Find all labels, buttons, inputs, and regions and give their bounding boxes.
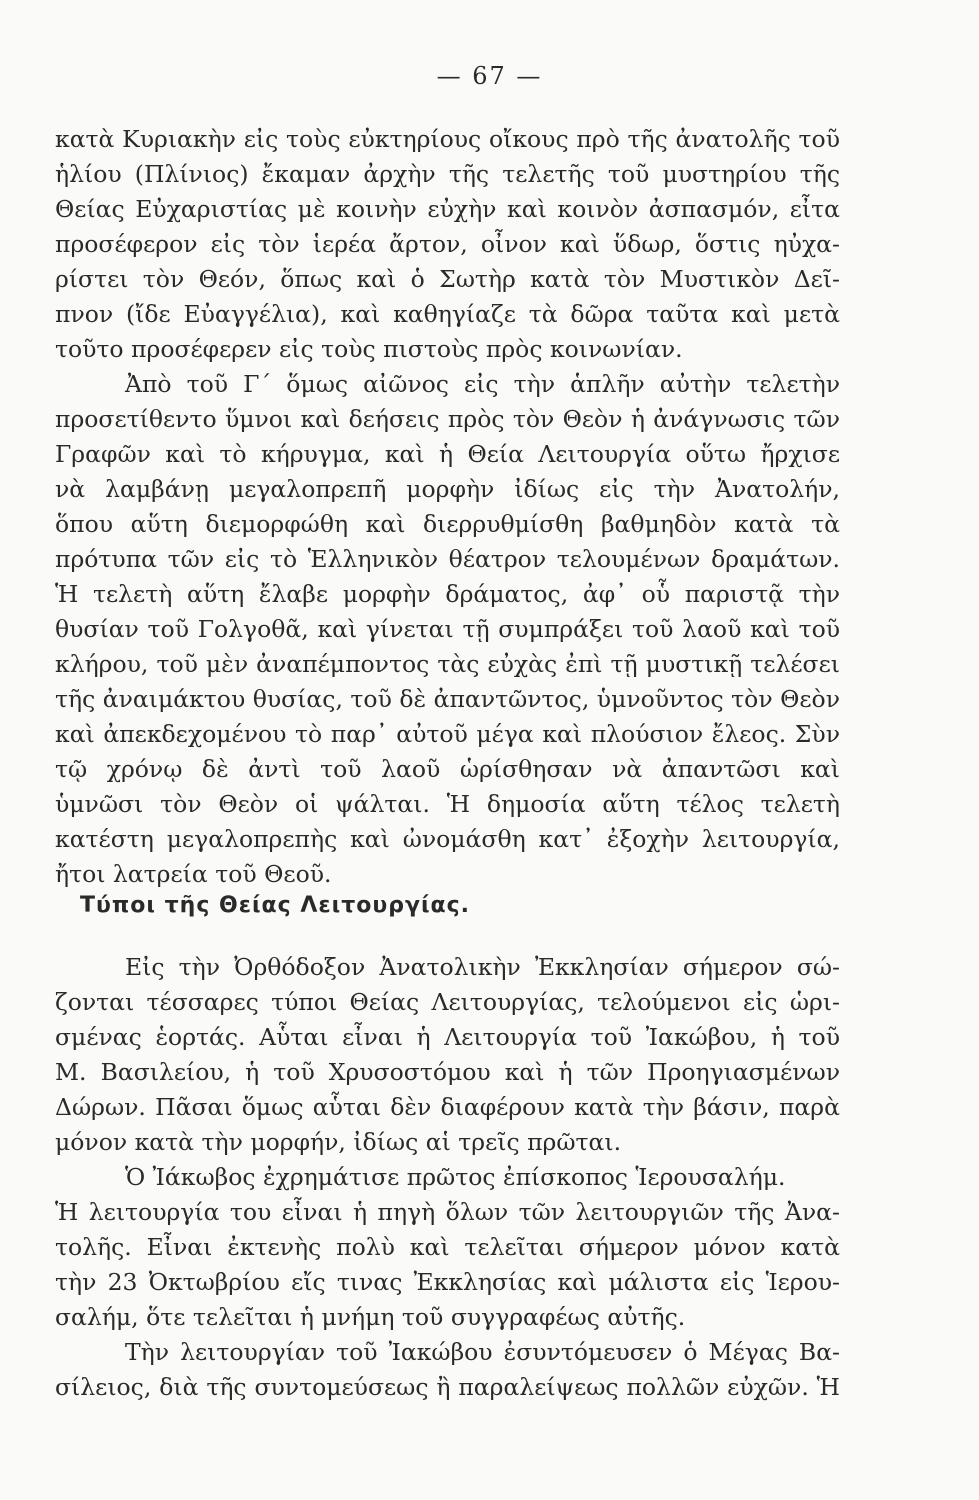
text-line: τὴν 23 Ὀκτωβρίου εἴς τινας Ἐκκλησίας καὶ μάλιστα εἰς Ἱερου- (55, 1268, 840, 1296)
text-line: ὅπου αὕτη διεμορφώθη καὶ διερρυθμίσθη βαθμηδὸν κατὰ τὰ (55, 510, 840, 538)
text-line: καὶ ἀπεκδεχομένου τὸ παρ᾿ αὐτοῦ μέγα καὶ πλούσιον ἔλεος. Σὺν (55, 720, 840, 748)
text-line: ἡλίου (Πλίνιος) ἔκαμαν ἀρχὴν τῆς τελετῆς τοῦ μυστηρίου τῆς (55, 160, 840, 188)
text-line: Θείας Εὐχαριστίας μὲ κοινὴν εὐχὴν καὶ κοινὸν ἀσπασμόν, εἶτα (55, 195, 840, 223)
text-line: Ἀπὸ τοῦ Γ΄ ὅμως αἰῶνος εἰς τὴν ἁπλῆν αὐτὴν τελετὴν (125, 370, 840, 398)
text-line: τῷ χρόνῳ δὲ ἀντὶ τοῦ λαοῦ ὡρίσθησαν νὰ ἀπαντῶσι καὶ (55, 755, 840, 783)
text-line: Δώρων. Πᾶσαι ὅμως αὗται δὲν διαφέρουν κατὰ τὴν βάσιν, παρὰ (55, 1093, 840, 1121)
text-line: Ἡ τελετὴ αὕτη ἔλαβε μορφὴν δράματος, ἀφ᾿ οὗ παριστᾷ τὴν (55, 580, 840, 608)
text-line: Γραφῶν καὶ τὸ κήρυγμα, καὶ ἡ Θεία Λειτουργία οὕτω ἤρχισε (55, 440, 840, 468)
text-line: πνον (ἴδε Εὐαγγέλια), καὶ καθηγίαζε τὰ δῶρα ταῦτα καὶ μετὰ (55, 300, 840, 328)
paragraph-2 (55, 367, 840, 892)
text-line: σίλειος, διὰ τῆς συντομεύσεως ἢ παραλείψεως πολλῶν εὐχῶν. Ἡ (55, 1373, 840, 1401)
text-line: ἤτοι λατρεία τοῦ Θεοῦ. (55, 860, 332, 888)
text-line: Τὴν λειτουργίαν τοῦ Ἰακώβου ἐσυντόμευσεν ὁ Μέγας Βα- (125, 1338, 840, 1366)
text-line: Ἡ λειτουργία του εἶναι ἡ πηγὴ ὅλων τῶν λειτουργιῶν τῆς Ἀνα- (55, 1198, 840, 1226)
text-line: ζονται τέσσαρες τύποι Θείας Λειτουργίας, τελούμενοι εἰς ὡρι- (55, 988, 840, 1016)
text-line: προσέφερον εἰς τὸν ἱερέα ἄρτον, οἶνον καὶ ὕδωρ, ὅστις ηὐχα- (55, 230, 840, 258)
text-line: σαλήμ, ὅτε τελεῖται ἡ μνήμη τοῦ συγγραφέως αὐτῆς. (55, 1303, 686, 1331)
text-line: μόνον κατὰ τὴν μορφήν, ἰδίως αἱ τρεῖς πρῶται. (55, 1128, 622, 1156)
section-heading: Τύποι τῆς Θείας Λειτουργίας. (80, 893, 471, 918)
text-line: νὰ λαμβάνῃ μεγαλοπρεπῆ μορφὴν ἰδίως εἰς τὴν Ἀνατολήν, (55, 475, 840, 503)
text-line: ὑμνῶσι τὸν Θεὸν οἱ ψάλται. Ἡ δημοσία αὕτη τέλος τελετὴ (55, 790, 840, 818)
text-block-lower (55, 950, 840, 1405)
text-line: τοῦτο προσέφερεν εἰς τοὺς πιστοὺς πρὸς κοινωνίαν. (55, 335, 683, 363)
page-number: — 67 — (436, 62, 543, 90)
text-line: πρότυπα τῶν εἰς τὸ Ἑλληνικὸν θέατρον τελουμένων δραμάτων. (55, 545, 840, 573)
paragraph-3 (55, 950, 840, 1160)
text-line: προσετίθεντο ὕμνοι καὶ δεήσεις πρὸς τὸν Θεὸν ἡ ἀνάγνωσις τῶν (55, 405, 840, 433)
text-line: κατέστη μεγαλοπρεπὴς καὶ ὠνομάσθη κατ᾿ ἐξοχὴν λειτουργία, (55, 825, 840, 853)
paragraph-1 (55, 122, 840, 367)
paragraph-4 (55, 1160, 840, 1335)
text-line: Ὁ Ἰάκωβος ἐχρημάτισε πρῶτος ἐπίσκοπος Ἱερουσαλήμ. (125, 1163, 786, 1191)
text-block-upper (55, 122, 840, 892)
text-line: σμένας ἑορτάς. Αὗται εἶναι ἡ Λειτουργία τοῦ Ἰακώβου, ἡ τοῦ (55, 1023, 840, 1051)
text-line: Εἰς τὴν Ὀρθόδοξον Ἀνατολικὴν Ἐκκλησίαν σήμερον σώ- (125, 953, 840, 981)
text-line: τολῆς. Εἶναι ἐκτενὴς πολὺ καὶ τελεῖται σήμερον μόνον κατὰ (55, 1233, 840, 1261)
text-line: τῆς ἀναιμάκτου θυσίας, τοῦ δὲ ἀπαντῶντος, ὑμνοῦντος τὸν Θεὸν (55, 685, 840, 713)
text-line: κατὰ Κυριακὴν εἰς τοὺς εὐκτηρίους οἴκους πρὸ τῆς ἀνατολῆς τοῦ (55, 125, 840, 153)
text-line: ρίστει τὸν Θεόν, ὅπως καὶ ὁ Σωτὴρ κατὰ τὸν Μυστικὸν Δεῖ- (55, 265, 840, 293)
text-line: κλήρου, τοῦ μὲν ἀναπέμποντος τὰς εὐχὰς ἐπὶ τῇ μυστικῇ τελέσει (55, 650, 840, 678)
text-line: θυσίαν τοῦ Γολγοθᾶ, καὶ γίνεται τῇ συμπράξει τοῦ λαοῦ καὶ τοῦ (55, 615, 840, 643)
paragraph-5 (55, 1335, 840, 1405)
text-line: Μ. Βασιλείου, ἡ τοῦ Χρυσοστόμου καὶ ἡ τῶν Προηγιασμένων (55, 1058, 840, 1086)
